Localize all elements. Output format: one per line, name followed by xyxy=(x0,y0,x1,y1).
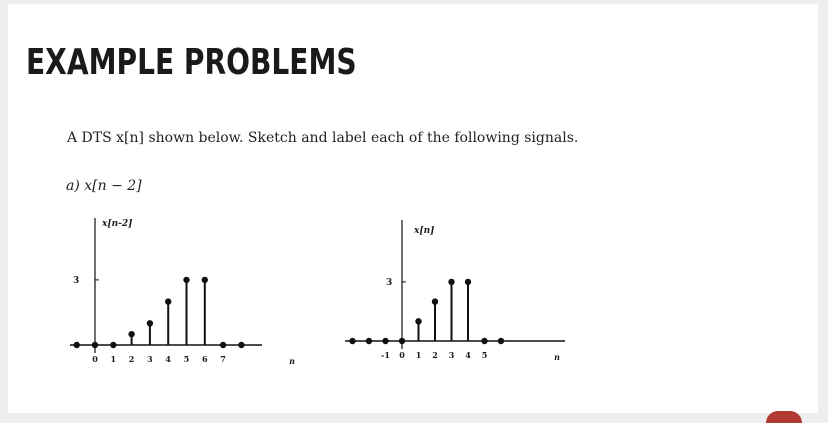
stem-point xyxy=(448,279,454,285)
x-tick-label: 1 xyxy=(415,350,422,360)
stem-point xyxy=(498,338,504,344)
x-tick-label: 2 xyxy=(128,354,135,364)
x-tick-label: 2 xyxy=(432,350,438,360)
x-tick-label: 1 xyxy=(110,354,117,364)
x-tick-label: -1 xyxy=(381,350,390,360)
y-tick-label: 3 xyxy=(386,277,393,288)
stem-point xyxy=(349,338,355,344)
slide-heading: EXAMPLE PROBLEMS xyxy=(26,42,357,83)
x-tick-label: 0 xyxy=(399,350,405,360)
part-a-label: a) x[n − 2] xyxy=(66,178,142,194)
x-tick-label: 6 xyxy=(202,354,208,364)
x-tick-label: 4 xyxy=(465,350,471,360)
problem-instruction: A DTS x[n] shown below. Sketch and label each of the following signals. xyxy=(67,130,579,146)
plot-title: x[n] xyxy=(414,226,435,236)
x-tick-label: 0 xyxy=(92,354,98,364)
plot-title: x[n-2] xyxy=(102,219,133,229)
x-tick-label: 5 xyxy=(183,354,190,364)
y-tick-label: 3 xyxy=(73,275,80,286)
x-tick-label: 5 xyxy=(481,350,488,360)
stem-point xyxy=(399,338,405,344)
x-axis-label: n xyxy=(289,356,295,366)
stem-point xyxy=(366,338,372,344)
stem-point xyxy=(382,338,388,344)
corner-indicator xyxy=(766,411,802,423)
x-tick-label: 4 xyxy=(165,354,171,364)
stem-point xyxy=(481,338,487,344)
x-tick-label: 7 xyxy=(220,354,226,364)
x-tick-label: 3 xyxy=(147,354,153,364)
x-tick-label: 3 xyxy=(448,350,455,360)
stem-point xyxy=(432,298,438,304)
x-axis-label: n xyxy=(554,352,560,362)
stem-point xyxy=(465,279,471,285)
stem-point xyxy=(415,318,421,324)
